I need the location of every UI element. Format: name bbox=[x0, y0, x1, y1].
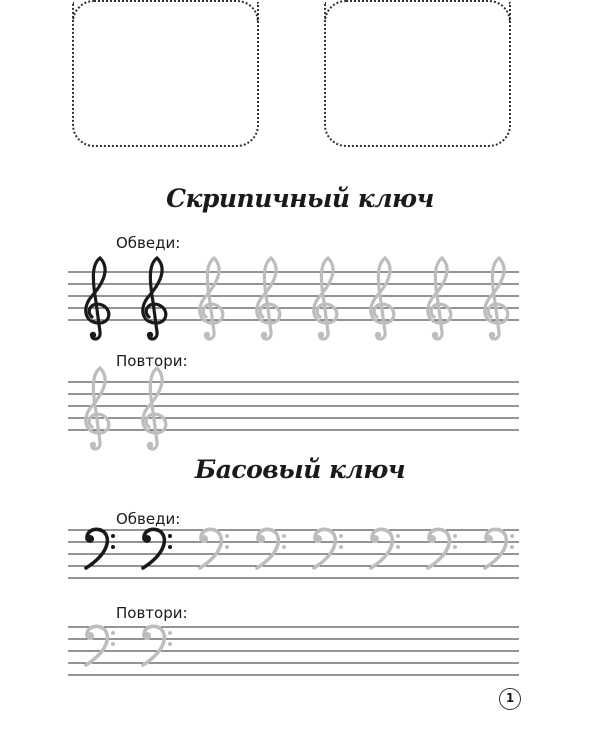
treble-trace-svg bbox=[68, 272, 519, 322]
bass-clef-icon bbox=[371, 529, 400, 568]
bass-trace-staff bbox=[68, 530, 519, 580]
bass-trace-label: Обведи: bbox=[116, 510, 181, 528]
bass-clef-icon bbox=[314, 529, 343, 568]
treble-repeat-svg bbox=[68, 382, 519, 432]
bass-clef-icon bbox=[143, 626, 172, 665]
treble-clef-icon bbox=[257, 258, 280, 339]
bass-clef-icon bbox=[86, 529, 115, 568]
staff-lines bbox=[68, 627, 519, 675]
bass-clef-icon bbox=[143, 529, 172, 568]
picture-box-right bbox=[324, 2, 511, 147]
treble-clef-icon bbox=[200, 258, 223, 339]
treble-clef-icon bbox=[428, 258, 451, 339]
bass-clef-icon bbox=[200, 529, 229, 568]
bass-repeat-svg bbox=[68, 627, 519, 677]
treble-trace-label: Обведи: bbox=[116, 234, 181, 252]
picture-box-left bbox=[72, 2, 259, 147]
treble-trace-staff bbox=[68, 272, 519, 322]
treble-clef-icon bbox=[143, 258, 166, 339]
bass-clef-icon bbox=[485, 529, 514, 568]
treble-clef-icon bbox=[314, 258, 337, 339]
bass-repeat-staff bbox=[68, 627, 519, 677]
staff-lines bbox=[68, 530, 519, 578]
treble-repeat-label: Повтори: bbox=[116, 352, 188, 370]
treble-clef-icon bbox=[143, 368, 166, 449]
bass-clef-icon bbox=[428, 529, 457, 568]
page-number: 1 bbox=[499, 688, 521, 710]
bass-clef-icon bbox=[86, 626, 115, 665]
treble-clef-icon bbox=[485, 258, 508, 339]
treble-clef-title: Скрипичный ключ bbox=[166, 184, 434, 213]
staff-lines bbox=[68, 382, 519, 430]
bass-repeat-label: Повтори: bbox=[116, 604, 188, 622]
bass-trace-svg bbox=[68, 530, 519, 580]
treble-clef-icon bbox=[86, 258, 109, 339]
treble-repeat-staff bbox=[68, 382, 519, 432]
treble-clef-icon bbox=[371, 258, 394, 339]
bass-clef-icon bbox=[257, 529, 286, 568]
treble-clef-icon bbox=[86, 368, 109, 449]
bass-clef-title: Басовый ключ bbox=[194, 455, 406, 484]
